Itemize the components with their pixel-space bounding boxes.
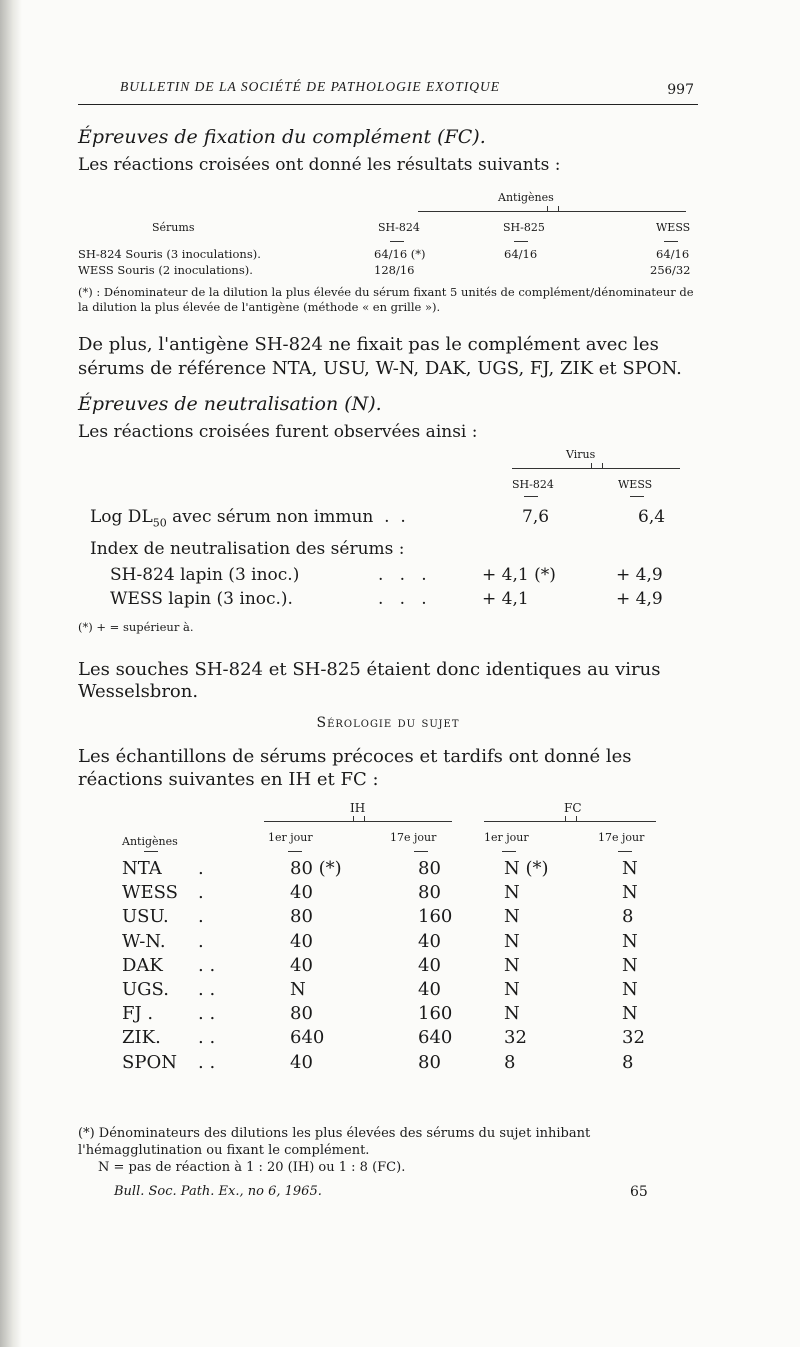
serology-row-label: NTA: [122, 858, 162, 879]
fc-row-label: SH-824 Souris (3 inoculations).: [78, 247, 261, 261]
log-dl-rest: avec sérum non immun: [172, 507, 374, 527]
serology-cell: N: [504, 906, 520, 928]
ih-group-label: IH: [350, 801, 366, 815]
serology-cell: 40: [290, 930, 313, 952]
serology-col-dash: [414, 851, 428, 852]
fc-heading: Épreuves de fixation du complément (FC).: [78, 126, 486, 148]
serology-col-header: 17e jour: [598, 831, 645, 844]
fc-cell: 128/16: [374, 263, 415, 277]
fc-col-dash: [664, 241, 678, 242]
serology-row-label: USU.: [122, 906, 169, 928]
serology-row-dots: .: [198, 906, 204, 928]
serology-cell: N: [622, 930, 638, 952]
serology-row-dots: . .: [198, 1027, 216, 1049]
serology-row-label: FJ .: [122, 1003, 154, 1025]
neutral-row-label: WESS lapin (3 inoc.).: [110, 589, 293, 609]
serology-row-dots: .: [198, 858, 204, 879]
page-footer: [78, 1184, 698, 1208]
serology-cell: 40: [418, 930, 441, 952]
signature-mark: 65: [630, 1184, 648, 1200]
serology-row-dots: .: [198, 882, 204, 904]
serology-row-dots: . .: [198, 1003, 216, 1025]
serology-row-dots: . .: [198, 979, 216, 1000]
serology-cell: 640: [290, 1027, 325, 1049]
neutral-col-dash: [524, 496, 538, 497]
serology-cell: 32: [504, 1027, 527, 1049]
neutral-footnote: (*) + = supérieur à.: [78, 620, 194, 634]
serology-cell: 8: [622, 906, 634, 928]
neutral-row-label: SH-824 lapin (3 inoc.): [110, 565, 300, 585]
serology-cell: 160: [418, 906, 453, 928]
serology-cell: 80: [418, 882, 441, 904]
neutral-intro: Les réactions croisées furent observées ainsi :: [78, 422, 478, 442]
serology-row-label: UGS.: [122, 979, 169, 1000]
fc-row-label: WESS Souris (2 inoculations).: [78, 263, 253, 277]
serology-cell: N: [504, 954, 520, 976]
fc-col-dash: [390, 241, 404, 242]
neutral-cell: + 4,1: [482, 589, 529, 609]
serology-col-antigens: Antigènes: [122, 835, 178, 848]
fc-brace: [484, 821, 656, 828]
running-title: BULLETIN DE LA SOCIÉTÉ DE PATHOLOGIE EXOTIQUE: [120, 79, 501, 94]
fc-col-header: SH-825: [503, 221, 545, 234]
serology-cell: N: [290, 979, 306, 1000]
serology-row-label: ZIK.: [122, 1027, 161, 1049]
log-dl-value: 6,4: [638, 507, 666, 527]
serology-row-label: SPON: [122, 1051, 177, 1073]
serology-intro: Les échantillons de sérums précoces et tardifs ont donné les réactions suivantes en IH et FC :: [78, 746, 632, 790]
serology-cell: 8: [622, 1051, 634, 1073]
citation: Bull. Soc. Path. Ex., no 6, 1965.: [114, 1184, 322, 1199]
serology-cell: 40: [418, 979, 441, 1000]
neutral-cell: + 4,9: [616, 589, 663, 609]
para-antigen-line2: sérums de référence NTA, USU, W-N, DAK, UGS, FJ, ZIK et SPON.: [78, 358, 682, 379]
page-gutter-shadow: [0, 0, 22, 1347]
fc-col-sera: Sérums: [152, 221, 195, 234]
serology-col-dash: [288, 851, 302, 852]
fc-cell: 64/16 (*): [374, 247, 426, 261]
serology-cell: 80: [418, 858, 441, 879]
serology-cell: N: [622, 979, 638, 1000]
fc-intro: Les réactions croisées ont donné les résultats suivants :: [78, 155, 561, 175]
serology-col-header: 1er jour: [484, 831, 529, 844]
fc-group-label-serology: FC: [564, 801, 582, 815]
serology-cell: N: [622, 954, 638, 976]
serology-row-label: WESS: [122, 882, 178, 904]
serology-col-dash: [144, 851, 158, 852]
serology-row-dots: .: [198, 930, 204, 952]
serology-cell: 80: [290, 906, 313, 928]
serology-cell: N: [504, 979, 520, 1000]
fc-col-header: SH-824: [378, 221, 420, 234]
serology-cell: 640: [418, 1027, 453, 1049]
fc-table: [78, 183, 698, 279]
neutral-row-dots: . . .: [378, 565, 427, 585]
serology-cell: 40: [290, 954, 313, 976]
fc-group-label: Antigènes: [498, 191, 554, 204]
serology-col-header: 17e jour: [390, 831, 437, 844]
page-number: 997: [667, 82, 694, 98]
index-label: Index de neutralisation des sérums :: [90, 539, 405, 559]
serology-cell: 80 (*): [290, 858, 342, 879]
serology-cell: N: [504, 930, 520, 952]
serology-cell: 40: [418, 954, 441, 976]
log-dl-subscript: 50: [152, 516, 167, 530]
serology-row-label: W-N.: [122, 930, 166, 952]
page: [78, 76, 698, 1208]
serology-cell: N: [504, 1003, 520, 1025]
para-antigen-line1: De plus, l'antigène SH-824 ne fixait pas le complément avec les: [78, 334, 659, 355]
serology-cell: N: [622, 882, 638, 904]
ih-brace: [264, 821, 452, 828]
serology-heading: Sérologie du sujet: [316, 715, 460, 731]
serology-cell: N: [622, 858, 638, 879]
serology-col-dash: [502, 851, 516, 852]
neutral-col-header: WESS: [618, 478, 653, 491]
neutral-cell: + 4,9: [616, 565, 663, 585]
neutral-row-dots: . . .: [378, 589, 427, 609]
neutral-table: [78, 444, 698, 564]
fc-cell: 64/16: [504, 247, 538, 261]
fc-cell: 64/16: [656, 247, 690, 261]
neutral-heading: Épreuves de neutralisation (N).: [78, 393, 382, 415]
serology-cell: N: [622, 1003, 638, 1025]
serology-footnote-2: N = pas de réaction à 1 : 20 (IH) ou 1 : 8 (FC).: [98, 1160, 406, 1175]
serology-cell: 80: [418, 1051, 441, 1073]
neutral-group-brace: [512, 468, 680, 475]
serology-cell: 160: [418, 1003, 453, 1025]
serology-cell: 40: [290, 1051, 313, 1073]
serology-row-dots: . .: [198, 1051, 216, 1073]
fc-footnote: (*) : Dénominateur de la dilution la plus élevée du sérum fixant 5 unités de complément/dénominateur de la dilution la plus élevée de l'antigène (méthode « en grille »).: [78, 285, 694, 314]
fc-group-brace: [418, 211, 686, 218]
log-dl-label: Log $DL_{50}$ avec sérum non immun . .: [90, 507, 406, 530]
fc-col-header: WESS: [656, 221, 691, 234]
para-identical: Les souches SH-824 et SH-825 étaient donc identiques au virus Wesselsbron.: [78, 659, 661, 702]
neutral-group-label: Virus: [566, 448, 596, 461]
neutral-col-header: SH-824: [512, 478, 554, 491]
running-header: [78, 76, 698, 105]
serology-cell: N: [504, 882, 520, 904]
neutral-cell: + 4,1 (*): [482, 565, 556, 585]
serology-table: [78, 799, 698, 1119]
fc-col-dash: [514, 241, 528, 242]
serology-col-header: 1er jour: [268, 831, 313, 844]
serology-row-label: DAK: [122, 954, 163, 976]
serology-cell: 32: [622, 1027, 645, 1049]
serology-footnote-1: (*) Dénominateurs des dilutions les plus élevées des sérums du sujet inhibant l'hémagglutination ou fixant le complément.: [78, 1126, 591, 1158]
serology-cell: N (*): [504, 858, 549, 879]
serology-col-dash: [618, 851, 632, 852]
neutral-rows: [78, 564, 698, 616]
log-dl-value: 7,6: [522, 507, 550, 527]
log-dl-text: Log DL: [90, 507, 153, 527]
serology-cell: 80: [290, 1003, 313, 1025]
serology-row-dots: . .: [198, 954, 216, 976]
neutral-col-dash: [630, 496, 644, 497]
serology-cell: 8: [504, 1051, 516, 1073]
serology-cell: 40: [290, 882, 313, 904]
fc-cell: 256/32: [650, 263, 691, 277]
